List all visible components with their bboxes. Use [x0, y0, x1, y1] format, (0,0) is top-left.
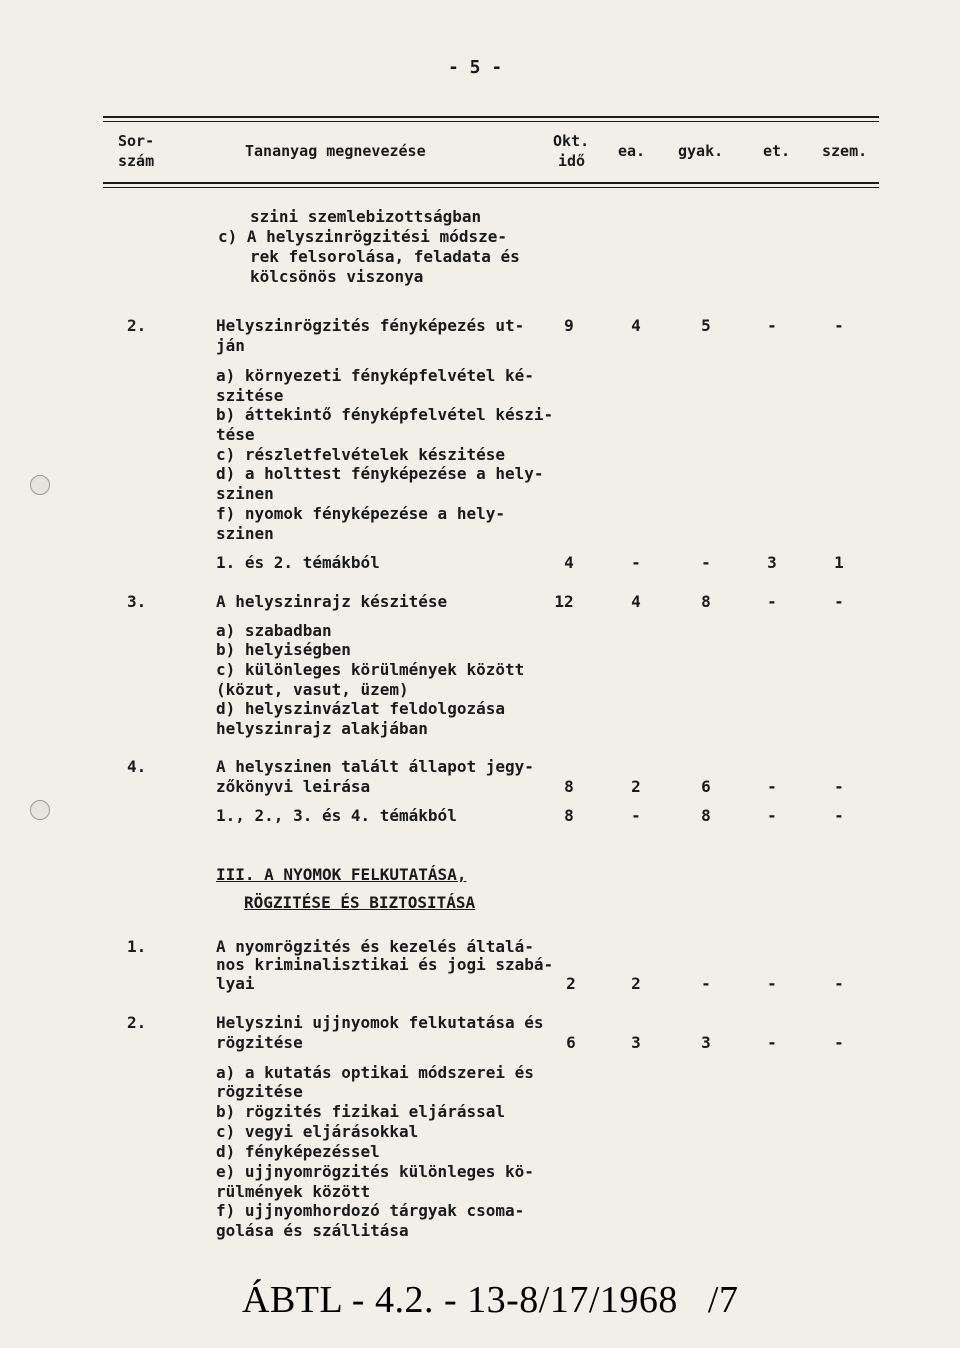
text-line: szini szemlebizottságban	[250, 207, 482, 226]
cell-et: -	[767, 592, 777, 611]
cell-szem: -	[834, 1033, 844, 1052]
subitem: golása és szállitása	[216, 1221, 409, 1240]
subitem: rögzitése	[216, 1082, 303, 1101]
header-bottom-rule-2	[103, 187, 879, 188]
header-ea: ea.	[618, 142, 646, 160]
row-title: Helyszinrögzités fényképezés ut-	[216, 316, 525, 335]
cell-et: -	[767, 974, 777, 993]
header-top-rule-2	[103, 121, 879, 122]
cell-szem: 1	[834, 553, 844, 572]
cell-szem: -	[834, 806, 844, 825]
row-title: zőkönyvi leirása	[216, 777, 371, 796]
row-number: 4.	[127, 757, 147, 776]
row-title: Helyszini ujjnyomok felkutatása és	[216, 1013, 544, 1032]
cell-gyak: 3	[701, 1033, 711, 1052]
row-number: 2.	[127, 316, 147, 335]
subitem: f) nyomok fényképezése a hely-	[216, 504, 505, 523]
header-sorszam-2: szám	[118, 152, 155, 170]
subitem: c) részletfelvételek készitése	[216, 445, 505, 464]
row-title: rögzitése	[216, 1033, 303, 1052]
subitem: b) áttekintő fényképfelvétel készi-	[216, 405, 554, 424]
subitem: c) vegyi eljárásokkal	[216, 1122, 419, 1141]
archive-reference: ÁBTL - 4.2. - 13-8/17/1968 /7	[242, 1279, 739, 1321]
subitem: d) a holttest fényképezése a hely-	[216, 464, 544, 483]
row-title: nos kriminalisztikai és jogi szabá-	[216, 955, 554, 974]
row-title: A nyomrögzités és kezelés általá-	[216, 937, 534, 956]
summary-label: 1. és 2. témákból	[216, 553, 380, 572]
row-title: A helyszinrajz készitése	[216, 592, 448, 611]
punch-hole-bottom	[30, 800, 50, 820]
cell-gyak: 8	[701, 592, 711, 611]
cell-gyak: -	[701, 974, 711, 993]
header-szem: szem.	[822, 142, 868, 160]
subitem: tése	[216, 425, 255, 444]
cell-ea: 4	[631, 592, 641, 611]
section-title: III. A NYOMOK FELKUTATÁSA,	[216, 865, 467, 884]
cell-okt-ido: 6	[566, 1033, 576, 1052]
subitem: b) rögzités fizikai eljárással	[216, 1102, 505, 1121]
text-line: kölcsönös viszonya	[250, 267, 424, 286]
subitem: szinen	[216, 484, 274, 503]
subitem: (közut, vasut, üzem)	[216, 680, 409, 699]
cell-gyak: 6	[701, 777, 711, 796]
cell-et: -	[767, 806, 777, 825]
subitem: d) helyszinvázlat feldolgozása	[216, 699, 505, 718]
header-sorszam-1: Sor-	[118, 132, 155, 150]
section-title: RÖGZITÉSE ÉS BIZTOSITÁSA	[244, 893, 476, 912]
punch-hole-top	[30, 475, 50, 495]
cell-okt-ido: 2	[566, 974, 576, 993]
header-et: et.	[763, 142, 791, 160]
cell-et: 3	[767, 553, 777, 572]
cell-okt-ido: 9	[564, 316, 574, 335]
cell-okt-ido: 8	[564, 806, 574, 825]
subitem: helyszinrajz alakjában	[216, 719, 428, 738]
cell-szem: -	[834, 316, 844, 335]
subitem: a) környezeti fényképfelvétel ké-	[216, 366, 534, 385]
cell-okt-ido: 12	[554, 592, 574, 611]
header-bottom-rule	[103, 182, 879, 184]
subitem: f) ujjnyomhordozó tárgyak csoma-	[216, 1201, 525, 1220]
header-okt-2: idő	[558, 152, 586, 170]
cell-gyak: 5	[701, 316, 711, 335]
header-top-rule	[103, 116, 879, 118]
cell-ea: -	[631, 806, 641, 825]
cell-ea: 3	[631, 1033, 641, 1052]
subitem: d) fényképezéssel	[216, 1142, 380, 1161]
row-title: lyai	[216, 974, 255, 993]
subitem: e) ujjnyomrögzités különleges kö-	[216, 1162, 534, 1181]
text-line: c) A helyszinrögzitési módsze-	[218, 227, 507, 246]
row-number: 1.	[127, 937, 147, 956]
header-tananyag: Tananyag megnevezése	[245, 142, 426, 160]
header-gyak: gyak.	[678, 142, 724, 160]
cell-et: -	[767, 316, 777, 335]
cell-et: -	[767, 777, 777, 796]
cell-okt-ido: 4	[564, 553, 574, 572]
cell-okt-ido: 8	[564, 777, 574, 796]
cell-gyak: 8	[701, 806, 711, 825]
subitem: szinen	[216, 524, 274, 543]
subitem: a) szabadban	[216, 621, 332, 640]
cell-ea: 4	[631, 316, 641, 335]
cell-szem: -	[834, 974, 844, 993]
subitem: b) helyiségben	[216, 640, 351, 659]
cell-ea: -	[631, 553, 641, 572]
subitem: c) különleges körülmények között	[216, 660, 525, 679]
row-title: ján	[216, 336, 245, 355]
cell-ea: 2	[631, 777, 641, 796]
cell-szem: -	[834, 592, 844, 611]
subitem: a) a kutatás optikai módszerei és	[216, 1063, 534, 1082]
header-okt-1: Okt.	[553, 132, 590, 150]
page-number: - 5 -	[448, 57, 503, 78]
cell-gyak: -	[701, 553, 711, 572]
row-title: A helyszinen talált állapot jegy-	[216, 757, 534, 776]
subitem: szitése	[216, 386, 284, 405]
row-number: 3.	[127, 592, 147, 611]
cell-et: -	[767, 1033, 777, 1052]
summary-label: 1., 2., 3. és 4. témákból	[216, 806, 457, 825]
cell-szem: -	[834, 777, 844, 796]
row-number: 2.	[127, 1013, 147, 1032]
text-line: rek felsorolása, feladata és	[250, 247, 520, 266]
subitem: rülmények között	[216, 1182, 371, 1201]
cell-ea: 2	[631, 974, 641, 993]
